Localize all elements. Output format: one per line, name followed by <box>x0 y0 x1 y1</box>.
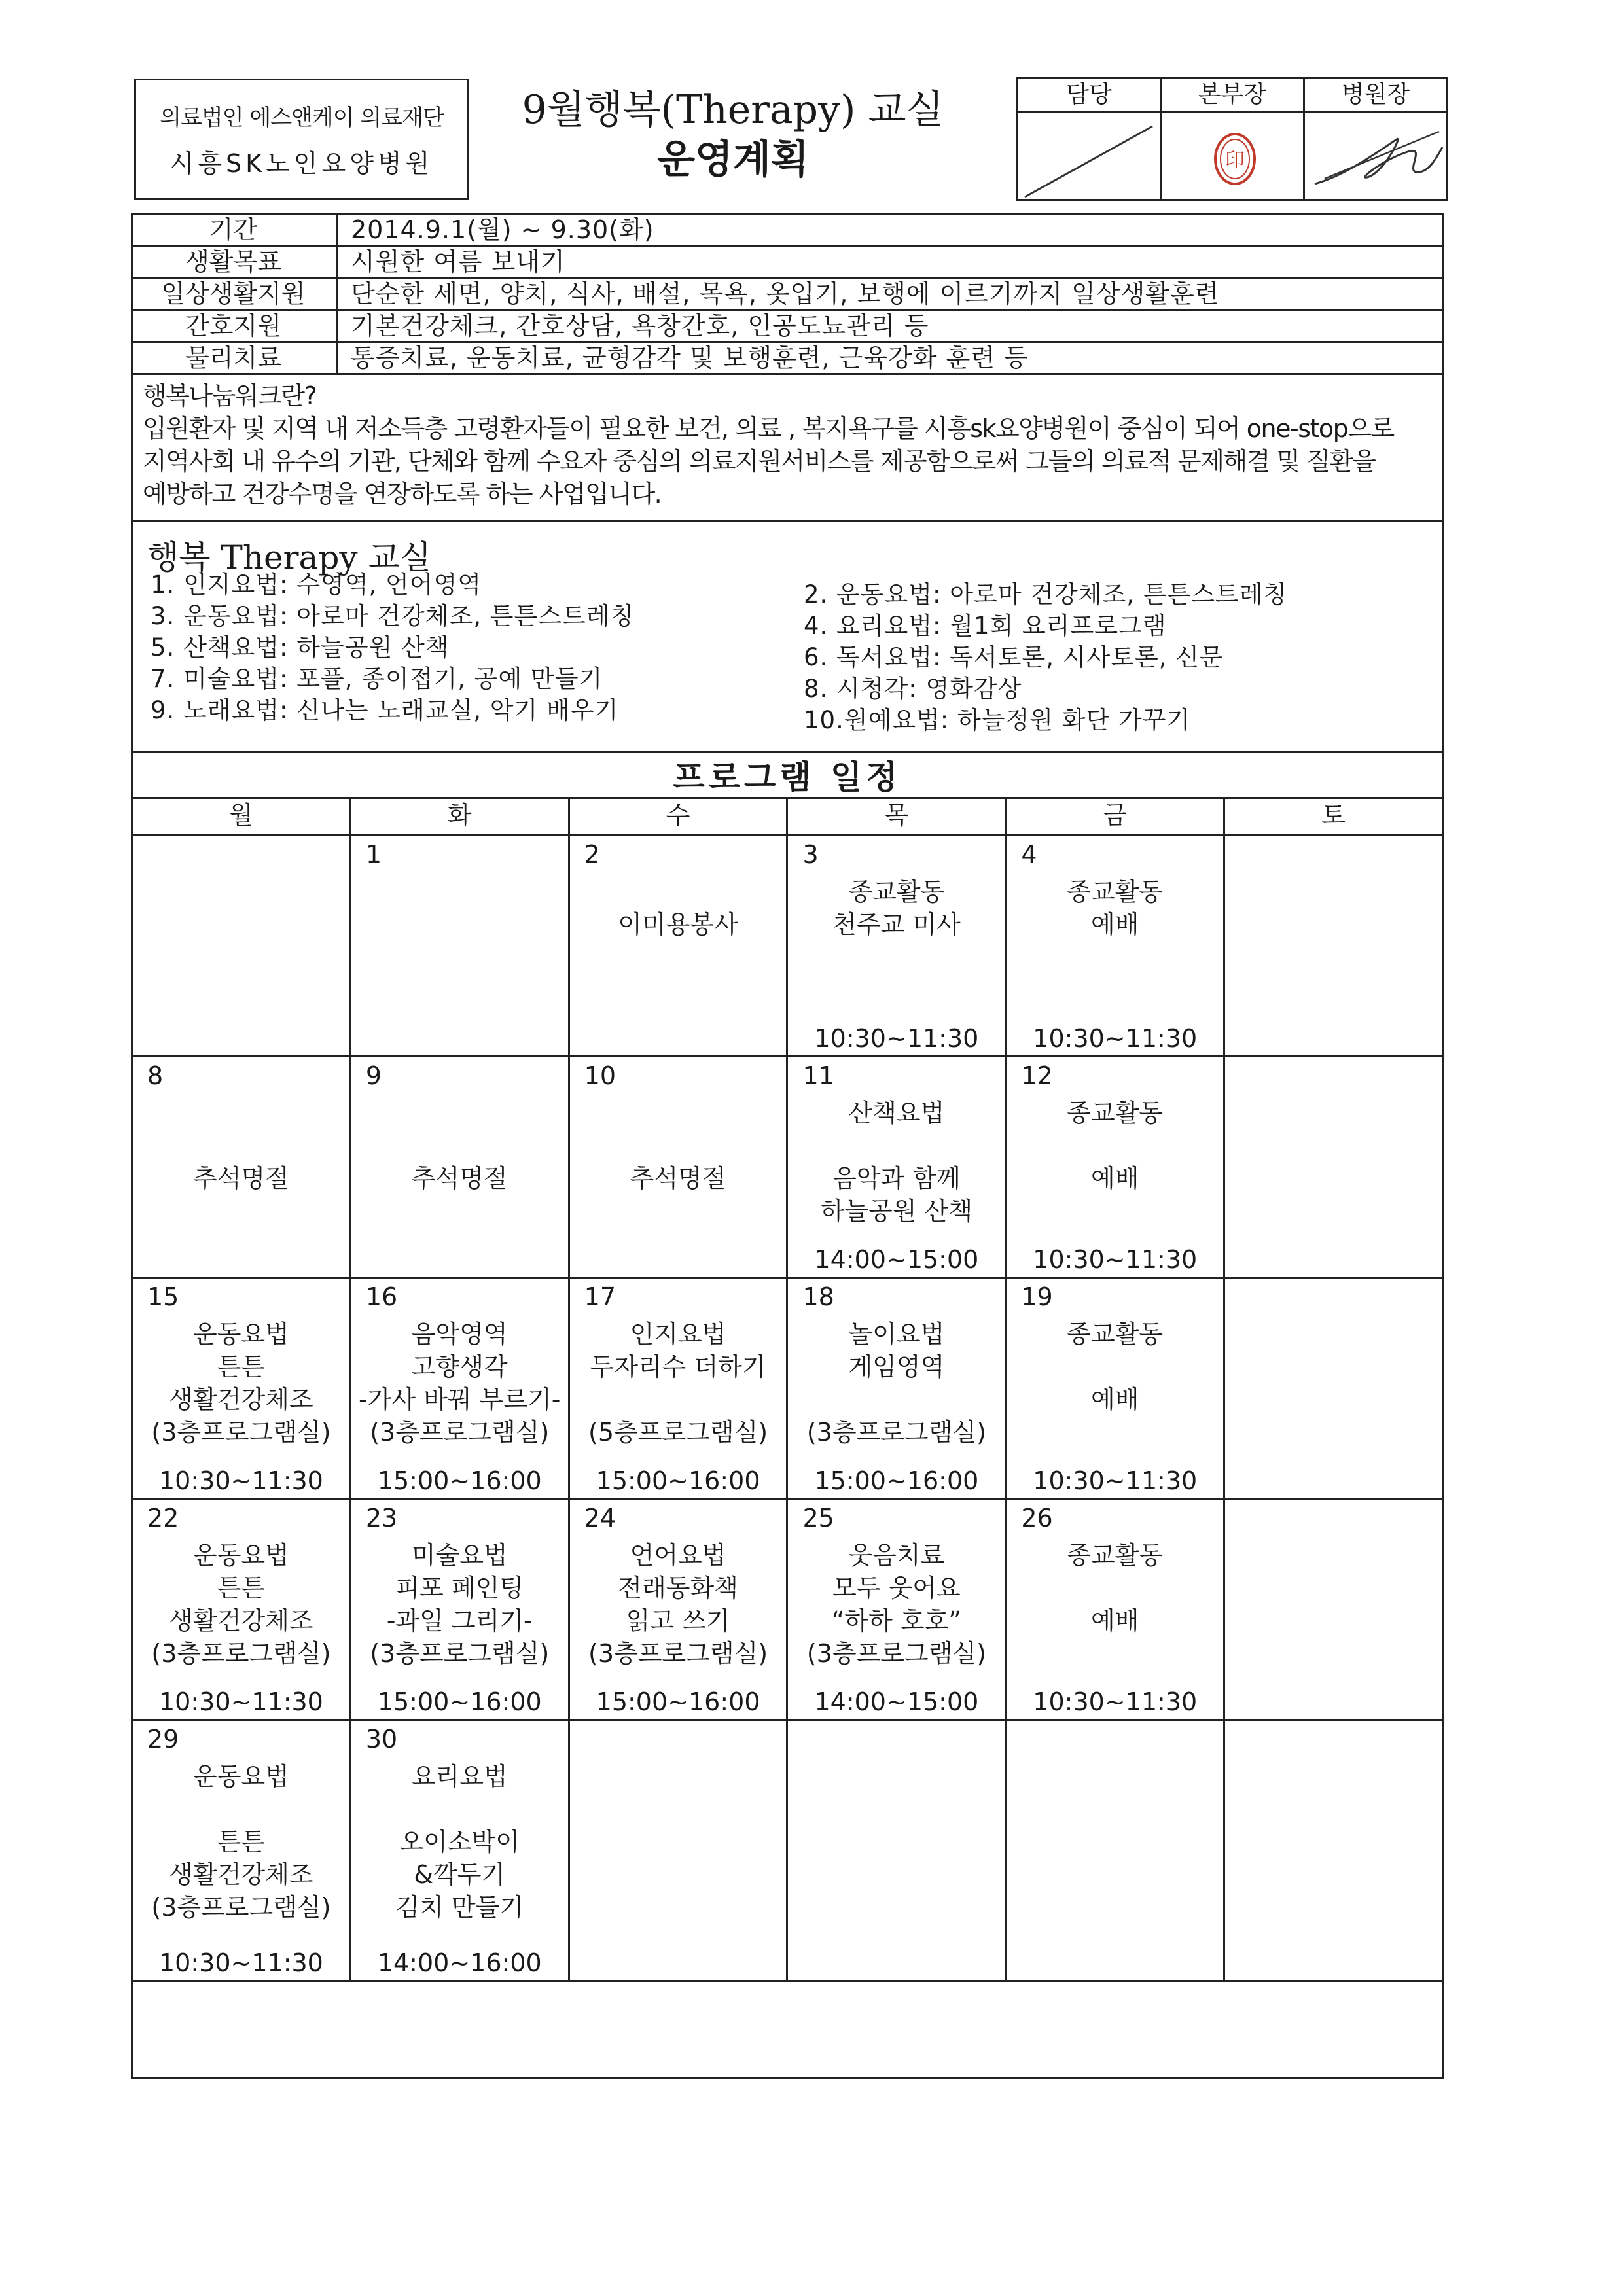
calendar-day-cell <box>132 1057 351 1278</box>
intro-heading: 행복나눔워크란? <box>143 381 317 410</box>
program-line: 언어요법 <box>630 1541 726 1570</box>
program-lines <box>788 1097 1005 1227</box>
calendar-day-cell <box>569 836 787 1057</box>
calendar-date: 23 <box>365 1504 398 1532</box>
calendar-day-cell <box>132 1720 351 1981</box>
program-time: 10:30~11:30 <box>1033 1024 1198 1053</box>
calendar-cell-content <box>1007 1279 1223 1498</box>
program-line: 읽고 쓰기 <box>626 1606 730 1635</box>
intro-line: 지역사회 내 유수의 기관, 단체와 함께 수요자 중심의 의료지원서비스를 제공함으로써 그들의 의료적 문제해결 및 질환을 <box>143 447 1376 476</box>
program-line: 전래동화책 <box>618 1574 738 1602</box>
program-line: 추석명절 <box>630 1164 726 1193</box>
program-line <box>133 1129 349 1162</box>
program-line: 예배 <box>1091 1385 1139 1414</box>
program-line <box>351 1097 568 1129</box>
therapy-item: 8. 시청각: 영화감상 <box>804 675 1022 703</box>
program-line: (3층프로그램실) <box>370 1418 550 1447</box>
program-time: 14:00~16:00 <box>377 1949 542 1977</box>
calendar-cell-content <box>133 1721 349 1980</box>
calendar-cell-content <box>133 1500 349 1719</box>
program-time: 15:00~16:00 <box>814 1466 979 1495</box>
info-row-period <box>131 215 1444 247</box>
program-time: 14:00~15:00 <box>814 1245 979 1274</box>
calendar-cell-content <box>133 1057 349 1277</box>
program-time: 10:30~11:30 <box>1033 1687 1198 1716</box>
program-line: 게임영역 <box>848 1352 945 1381</box>
program-line: 운동요법 <box>192 1541 289 1570</box>
info-label: 일상생활지원 <box>131 279 338 309</box>
program-line: 튼튼 <box>217 1352 266 1381</box>
program-line <box>1007 1129 1223 1162</box>
info-row-life-goal <box>131 247 1444 279</box>
program-lines <box>1007 1318 1223 1416</box>
program-line: 하늘공원 산책 <box>820 1197 973 1226</box>
calendar-date: 3 <box>802 840 819 869</box>
calendar-date: 10 <box>584 1061 616 1090</box>
info-value: 기본건강체크, 간호상담, 욕창간호, 인공도뇨관리 등 <box>351 311 929 340</box>
info-label: 간호지원 <box>131 311 338 341</box>
program-line: “하하 호호” <box>831 1606 962 1635</box>
calendar-week-row <box>132 1720 1443 1981</box>
calendar-date: 16 <box>365 1282 398 1311</box>
weekday-header: 수 <box>569 798 787 836</box>
info-label: 생활목표 <box>131 247 338 277</box>
program-line: 오이소박이 <box>399 1828 520 1856</box>
approval-slot-manager <box>1018 113 1162 201</box>
calendar-date: 12 <box>1021 1061 1053 1090</box>
program-time: 15:00~16:00 <box>596 1466 760 1495</box>
weekday-header: 월 <box>132 798 351 836</box>
calendar-cell-content <box>351 1279 568 1498</box>
calendar-cell-content <box>133 1279 349 1498</box>
program-time: 15:00~16:00 <box>377 1687 542 1716</box>
calendar-cell-content <box>1007 1721 1223 1980</box>
program-line <box>1007 1572 1223 1604</box>
approval-label-president: 병원장 <box>1341 81 1410 108</box>
intro-section <box>143 380 1438 510</box>
calendar-cell-content <box>133 836 349 1055</box>
program-lines <box>1007 875 1223 941</box>
calendar-cell-content <box>1007 1057 1223 1277</box>
organization-name: 의료법인 에스앤케이 의료재단 <box>160 104 444 131</box>
weekday-header: 토 <box>1224 798 1443 836</box>
calendar-day-cell <box>350 1057 569 1278</box>
program-line <box>133 1793 349 1826</box>
program-lines <box>788 1318 1005 1449</box>
hospital-name: 시흥SK노인요양병원 <box>169 149 434 178</box>
program-time: 10:30~11:30 <box>158 1687 323 1716</box>
program-line: 천주교 미사 <box>832 910 961 939</box>
program-lines <box>788 1539 1005 1670</box>
program-lines <box>351 1760 568 1924</box>
signature-icon <box>1305 113 1448 201</box>
calendar-day-cell <box>132 1499 351 1720</box>
program-line: 추석명절 <box>192 1164 289 1193</box>
program-line: (3층프로그램실) <box>588 1639 768 1668</box>
program-line: 운동요법 <box>192 1762 289 1791</box>
program-line: 이미용봉사 <box>618 910 738 939</box>
calendar-cell-content <box>570 836 787 1055</box>
calendar-date: 8 <box>147 1061 164 1090</box>
info-value: 시원한 여름 보내기 <box>351 247 565 276</box>
info-value: 2014.9.1(월) ~ 9.30(화) <box>351 215 654 244</box>
program-line: 웃음치료 <box>848 1541 945 1570</box>
title-line-1: 9월행복(Therapy) 교실 <box>522 87 944 133</box>
calendar-date: 17 <box>584 1282 616 1311</box>
program-line: 음악과 함께 <box>832 1164 961 1193</box>
approval-box <box>1016 77 1448 201</box>
calendar-cell-content <box>1007 836 1223 1055</box>
program-line: (3층프로그램실) <box>151 1418 331 1447</box>
program-line <box>570 1097 787 1129</box>
intro-line: 입원환자 및 지역 내 저소득층 고령환자들이 필요한 보건, 의료 , 복지욕구를 시흥sk요양병원이 중심이 되어 one-stop으로 <box>143 414 1394 443</box>
calendar-day-cell <box>1224 1499 1443 1720</box>
calendar-day-cell <box>787 1278 1006 1499</box>
schedule-title: 프로그램 일정 <box>673 758 902 796</box>
program-line: 종교활동 <box>1067 1541 1164 1570</box>
program-lines <box>351 1539 568 1670</box>
calendar-day-cell <box>1224 836 1443 1057</box>
program-line: (3층프로그램실) <box>806 1418 986 1447</box>
calendar-day-cell <box>1006 1720 1224 1981</box>
intro-line: 예방하고 건강수명을 연장하도록 하는 사업입니다. <box>143 480 662 508</box>
calendar-day-cell <box>350 836 569 1057</box>
program-line <box>570 875 787 908</box>
program-line <box>788 1383 1005 1416</box>
program-line: 추석명절 <box>411 1164 508 1193</box>
divider <box>131 520 1444 522</box>
program-time: 10:30~11:30 <box>1033 1245 1198 1274</box>
program-line: 튼튼 <box>217 1574 266 1602</box>
calendar-day-cell <box>569 1499 787 1720</box>
info-row-daily-support <box>131 279 1444 311</box>
calendar-day-cell <box>1224 1720 1443 1981</box>
therapy-item: 4. 요리요법: 월1회 요리프로그램 <box>804 612 1167 640</box>
program-lines <box>570 1097 787 1195</box>
seal-stamp-icon <box>1162 113 1304 201</box>
program-line: 튼튼 <box>217 1828 266 1856</box>
program-time: 10:30~11:30 <box>814 1024 979 1053</box>
program-line: 요리요법 <box>411 1762 508 1791</box>
calendar-day-cell <box>1006 836 1224 1057</box>
calendar-date: 30 <box>365 1725 398 1754</box>
program-lines <box>570 1318 787 1449</box>
calendar-day-cell <box>787 1720 1006 1981</box>
program-line: 김치 만들기 <box>395 1893 524 1922</box>
program-lines <box>133 1760 349 1924</box>
therapy-item: 3. 운동요법: 아로마 건강체조, 튼튼스트레칭 <box>151 602 635 630</box>
therapy-item: 1. 인지요법: 수영역, 언어영역 <box>151 571 482 599</box>
weekday-header: 목 <box>787 798 1006 836</box>
calendar-date: 18 <box>802 1282 834 1311</box>
program-line: 미술요법 <box>411 1541 508 1570</box>
weekday-header: 금 <box>1006 798 1224 836</box>
program-line: -가사 바꿔 부르기- <box>358 1385 561 1414</box>
organization-box <box>134 79 469 200</box>
calendar-date: 15 <box>147 1282 179 1311</box>
calendar-cell-content <box>1225 1500 1442 1719</box>
program-line: (3층프로그램실) <box>806 1639 986 1668</box>
therapy-item: 10.원예요법: 하늘정원 화단 가꾸기 <box>804 706 1191 734</box>
therapy-title: 행복 Therapy 교실 <box>147 539 432 576</box>
calendar-date: 19 <box>1021 1282 1053 1311</box>
program-time: 10:30~11:30 <box>158 1466 323 1495</box>
approval-label-manager: 담당 <box>1018 79 1162 111</box>
calendar-day-cell <box>132 836 351 1057</box>
program-time: 14:00~15:00 <box>814 1687 979 1716</box>
calendar-day-cell <box>787 836 1006 1057</box>
calendar-cell-content <box>1225 836 1442 1055</box>
signature-slash <box>1018 113 1161 201</box>
calendar-day-cell <box>569 1720 787 1981</box>
calendar-date: 24 <box>584 1504 616 1532</box>
calendar-table <box>131 797 1444 1982</box>
program-lines <box>570 1539 787 1670</box>
calendar-cell-content <box>788 1057 1005 1277</box>
program-line: (3층프로그램실) <box>151 1893 331 1922</box>
calendar-day-cell <box>350 1278 569 1499</box>
program-line: 예배 <box>1091 1606 1139 1635</box>
program-line: 종교활동 <box>1067 1099 1164 1127</box>
therapy-item: 5. 산책요법: 하늘공원 산책 <box>151 633 450 662</box>
seal-stamp-mark: 印 <box>1225 149 1245 172</box>
calendar-day-cell <box>787 1499 1006 1720</box>
program-line: 종교활동 <box>1067 1320 1164 1349</box>
calendar-day-cell <box>1006 1499 1224 1720</box>
therapy-list-right <box>804 579 1287 736</box>
calendar-cell-content <box>788 1279 1005 1498</box>
calendar-week-row <box>132 1278 1443 1499</box>
program-line: 생활건강체조 <box>169 1606 313 1635</box>
program-line: 종교활동 <box>1067 877 1164 906</box>
program-line: 예배 <box>1091 910 1139 939</box>
calendar-week-row <box>132 1499 1443 1720</box>
program-line <box>570 1383 787 1416</box>
program-line: (3층프로그램실) <box>370 1639 550 1668</box>
program-time: 10:30~11:30 <box>158 1949 323 1977</box>
calendar-date: 2 <box>584 840 600 869</box>
calendar-cell-content <box>788 1500 1005 1719</box>
program-line <box>133 1097 349 1129</box>
program-line <box>570 1129 787 1162</box>
info-label: 물리치료 <box>131 343 338 373</box>
calendar-cell-content <box>351 1721 568 1980</box>
program-line: 운동요법 <box>192 1320 289 1349</box>
calendar-cell-content <box>570 1279 787 1498</box>
info-value: 통증치료, 운동치료, 균형감각 및 보행훈련, 근육강화 훈련 등 <box>351 344 1029 372</box>
title-line-2: 운영계획 <box>657 137 809 183</box>
program-line <box>1007 1351 1223 1383</box>
program-line: 생활건강체조 <box>169 1385 313 1414</box>
document-title <box>497 85 969 185</box>
calendar-date: 29 <box>147 1725 179 1754</box>
calendar-day-cell <box>1224 1278 1443 1499</box>
approval-slot-president <box>1305 113 1446 201</box>
calendar-cell-content <box>351 1500 568 1719</box>
therapy-list-left <box>151 569 634 726</box>
info-row-nursing-support <box>131 311 1444 343</box>
program-line: 두자리수 더하기 <box>590 1352 766 1381</box>
program-line: 인지요법 <box>630 1320 726 1349</box>
program-line: 종교활동 <box>848 877 945 906</box>
therapy-item: 9. 노래요법: 신나는 노래교실, 악기 배우기 <box>151 696 619 724</box>
calendar-cell-content <box>570 1721 787 1980</box>
calendar-date: 1 <box>365 840 382 869</box>
calendar-day-cell <box>787 1057 1006 1278</box>
calendar-cell-content <box>1225 1057 1442 1277</box>
program-lines <box>133 1097 349 1195</box>
calendar-day-cell <box>569 1278 787 1499</box>
program-time: 10:30~11:30 <box>1033 1466 1198 1495</box>
calendar-cell-content <box>1007 1500 1223 1719</box>
program-line <box>351 1129 568 1162</box>
calendar-cell-content <box>570 1500 787 1719</box>
calendar-week-row <box>132 836 1443 1057</box>
program-lines <box>788 875 1005 941</box>
program-line: 고향생각 <box>411 1352 508 1381</box>
calendar-day-cell <box>569 1057 787 1278</box>
program-lines <box>570 875 787 941</box>
calendar-day-cell <box>1224 1057 1443 1278</box>
calendar-cell-content <box>788 836 1005 1055</box>
therapy-item: 2. 운동요법: 아로마 건강체조, 튼튼스트레칭 <box>804 580 1288 609</box>
program-time: 15:00~16:00 <box>596 1687 760 1716</box>
program-lines <box>351 1097 568 1195</box>
program-line: 생활건강체조 <box>169 1860 313 1889</box>
program-line: (5층프로그램실) <box>588 1418 768 1447</box>
info-label: 기간 <box>131 215 338 245</box>
calendar-date: 9 <box>365 1061 382 1090</box>
calendar-cell-content <box>351 836 568 1055</box>
program-lines <box>133 1318 349 1449</box>
program-line <box>351 1793 568 1826</box>
program-line: 모두 웃어요 <box>832 1574 961 1602</box>
calendar-date: 22 <box>147 1504 179 1532</box>
calendar-day-cell <box>1006 1057 1224 1278</box>
calendar-date: 26 <box>1021 1504 1053 1532</box>
calendar-cell-content <box>351 1057 568 1277</box>
calendar-week-row <box>132 1057 1443 1278</box>
program-line: -과일 그리기- <box>386 1606 533 1635</box>
info-row-physical-therapy <box>131 343 1444 375</box>
therapy-item: 6. 독서요법: 독서토론, 시사토론, 신문 <box>804 643 1224 671</box>
approval-label-director: 본부장 <box>1162 79 1305 111</box>
calendar-day-cell <box>350 1720 569 1981</box>
approval-slot-director <box>1162 113 1305 201</box>
therapy-item: 7. 미술요법: 포플, 종이접기, 공예 만들기 <box>151 665 603 693</box>
calendar-date: 11 <box>802 1061 834 1090</box>
program-lines <box>133 1539 349 1670</box>
program-line: 놀이요법 <box>848 1320 945 1349</box>
calendar-date: 25 <box>802 1504 834 1532</box>
weekday-header: 화 <box>350 798 569 836</box>
program-line: 피포 페인팅 <box>395 1574 524 1602</box>
calendar-day-cell <box>350 1499 569 1720</box>
calendar-cell-content <box>570 1057 787 1277</box>
calendar-cell-content <box>1225 1279 1442 1498</box>
program-lines <box>1007 1539 1223 1637</box>
program-line: &깍두기 <box>414 1860 506 1889</box>
program-line: 음악영역 <box>411 1320 508 1349</box>
program-lines <box>351 1318 568 1449</box>
info-value: 단순한 세면, 양치, 식사, 배설, 목욕, 옷입기, 보행에 이르기까지 일상생활훈련 <box>351 279 1220 308</box>
program-lines <box>1007 1097 1223 1195</box>
calendar-day-cell <box>1006 1278 1224 1499</box>
program-line <box>788 1129 1005 1162</box>
program-line: 산책요법 <box>848 1099 945 1127</box>
program-line: 예배 <box>1091 1164 1139 1193</box>
calendar-date: 4 <box>1021 840 1037 869</box>
calendar-cell-content <box>788 1721 1005 1980</box>
program-time: 15:00~16:00 <box>377 1466 542 1495</box>
program-line: (3층프로그램실) <box>151 1639 331 1668</box>
program-calendar <box>131 797 1444 1982</box>
calendar-cell-content <box>1225 1721 1442 1980</box>
calendar-day-cell <box>132 1278 351 1499</box>
